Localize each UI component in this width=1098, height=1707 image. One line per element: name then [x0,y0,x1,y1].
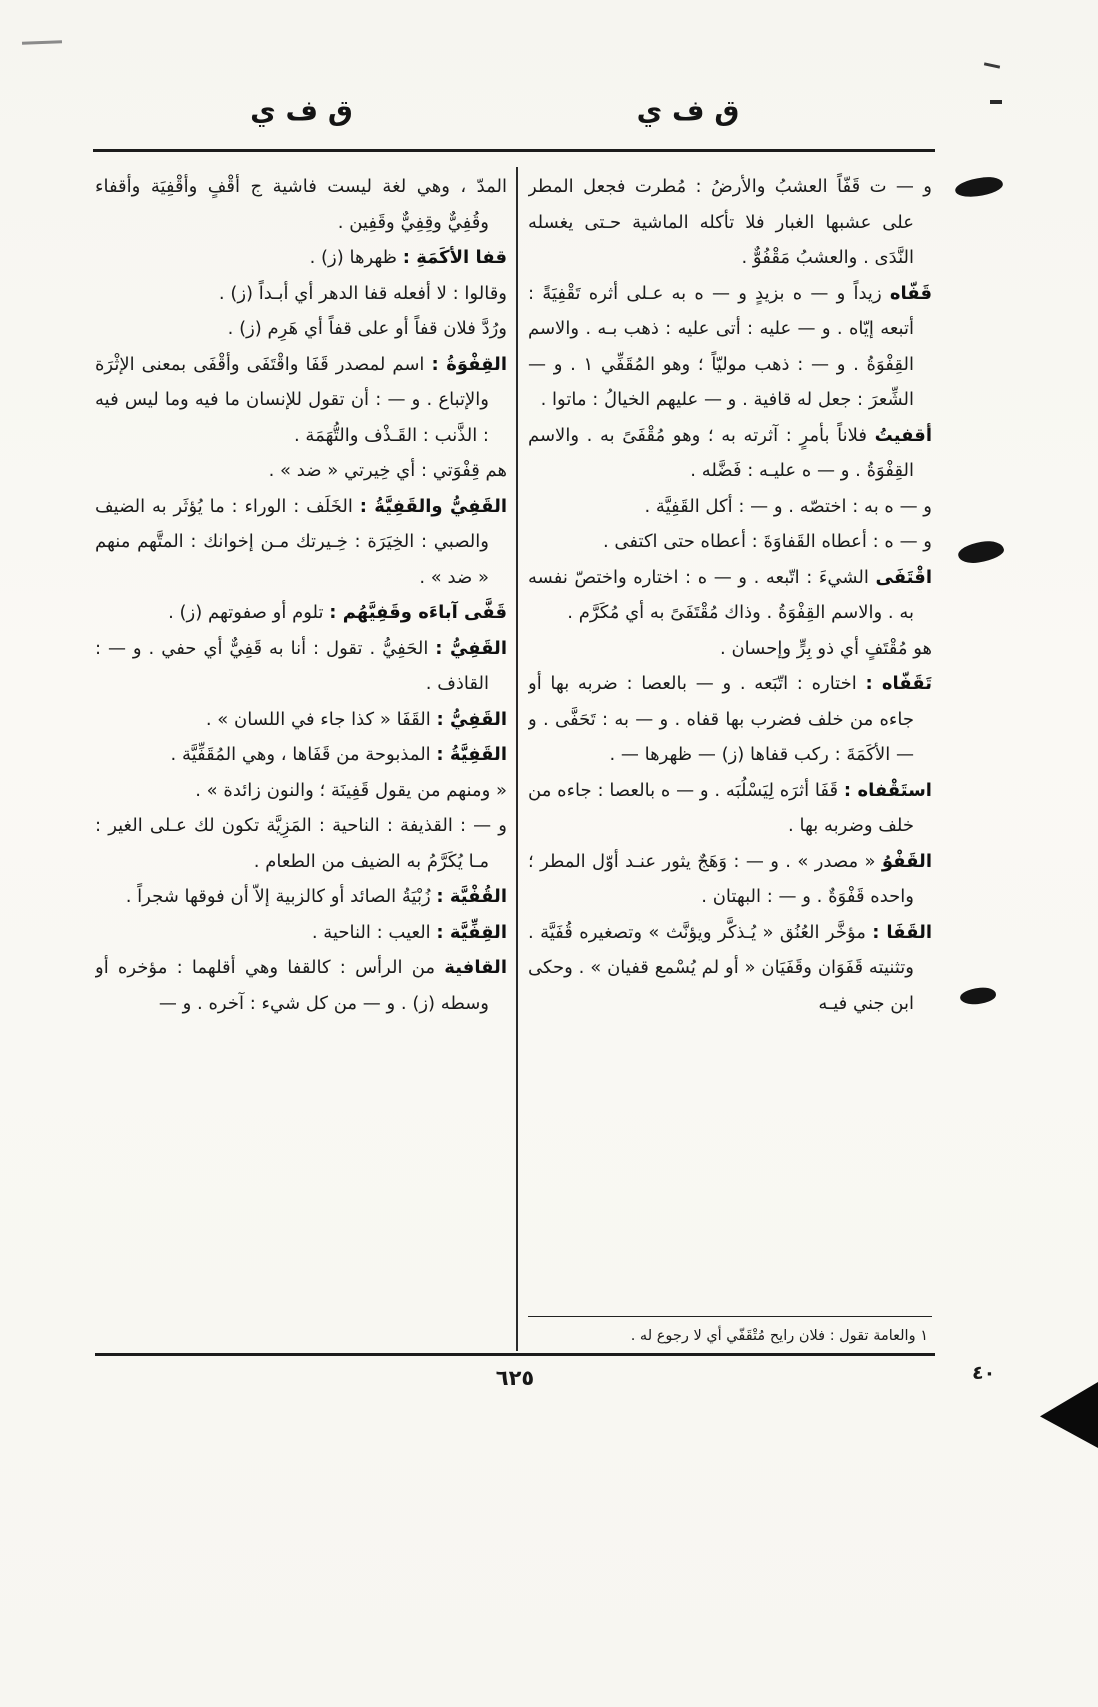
entry-body: وقالوا : لا أفعله قفا الدهر أي أبـداً (ز) . [218,282,507,304]
dictionary-entry [95,595,507,631]
entry-headword: القُفْيَّة : [436,886,507,907]
dictionary-entry [95,276,507,312]
entry-body: اسم لمصدر قَفَا واقْتَفَى وأقْفَى بمعنى الإثْرَة والإتباع . و — : أن تقول للإنسان ما فيه وما ليس فيه : الذَّنب : القَـذْف والتُّهَمَة . [95,353,489,446]
dictionary-entry [95,453,507,489]
entry-headword: أقفيتُ [874,424,932,446]
entry-body: اختاره : اتّبَعه . و — بالعصا : ضربه بها أو جاءه من خلف فضرب بها قفاه . و — به : تَحَفَّى . و — الأكَمَةَ : ركب قفاها (ز) — ظهرها — . [528,673,914,765]
dictionary-entry [95,737,507,773]
dictionary-entry [95,240,507,276]
entry-headword: استَقْفاه : [843,779,932,801]
entry-headword: القَفِيَّةُ : [436,744,507,765]
running-head-right: ق ف ي [636,94,740,127]
dictionary-entry [528,560,932,631]
entry-body: و — : القذيفة : الناحية : المَزِيَّة تكون لك عـلى الغير : مـا يُكَرَّمُ به الضيف من الطعام . [95,815,507,872]
entry-body: المذبوحة من قَفَاها ، وهي المُقَفِّيَّة . [170,744,431,765]
entry-headword: قفا الأكَمَةِ : [402,247,507,268]
entry-body: « مصدر » . و — : وَهَجٌ يثور عنـد أوّل المطر ؛ واحده قَفْوَةٌ . و — : البهتان . [528,850,914,907]
scan-artifact [959,986,996,1006]
page-number: ٦٢٥ [495,1366,535,1390]
dictionary-entry [528,844,932,915]
entry-body: مؤخَّر العُنُق « يُـذكَّر ويؤنَّث » وتصغيره قُفَيَّة . وتثنيته قَفَوَان وقَفَيَان « أو لم يُسْمع قفيان » . وحكى ابن جني فيـه [528,921,914,1014]
entry-body: الحَفِيُّ . تقول : أنا به قَفِيٌّ أي حفي . و — : القاذف . [95,637,489,694]
footnote [528,1316,932,1346]
entry-headword: قَفّاه [889,282,932,304]
dictionary-entry [528,524,932,560]
entry-body: هو مُقْتَفٍ أي ذو بِرٍّ وإحسان . [720,637,932,659]
dictionary-entry [95,631,507,702]
dictionary-entry [95,489,507,596]
dictionary-entry [528,773,932,844]
dictionary-entry [528,631,932,667]
entry-headword: القَفِيُّ : [436,708,507,730]
scan-artifact [957,539,1006,566]
scan-artifact [22,40,62,44]
entry-body: من الرأس : كالقفا وهي أقلهما : مؤخره أو وسطه (ز) . و — من كل شيء : آخره . و — [95,957,489,1014]
dictionary-entry [95,808,507,879]
column-left [95,169,507,1350]
entry-body: قَفَا أثرَه لِيَسْلُبَه . و — ه بالعصا : جاءه من خلف وضربه بها . [528,779,914,836]
dictionary-entry [95,311,507,347]
entry-body: الشيءَ : اتّبعه . و — ه : اختاره واختصّ نفسه به . والاسم القِفْوَةُ . وذاك مُقْتَفَىً به أي مُكَرَّم . [528,566,914,623]
header-rule [93,149,935,152]
entry-body: و — ه : أعطاه القَفاوَةَ : أعطاه حتى اكتفى . [602,531,932,552]
dictionary-entry [95,879,507,915]
entry-body: زيداً و — ه بزيدٍ و — ه به عـلى أثره تَقْفِيَةً : أتبعه إيّاه . و — عليه : أتى عليه : ذهب بـه . والاسم القِفْوَةُ . و — : ذهب موليّاً ؛ وهو المُقَفِّي ١ . و — الشِّعرَ : جعل له قافية . و — عليهم الخيالُ : ماتوا . [528,282,914,410]
entry-body: فلاناً بأمرٍ : آثرته به ؛ وهو مُقْفَىً به . والاسم القِفْوَةُ . و — ه عليـه : فَضَّله . [528,424,914,481]
dictionary-entry [528,489,932,525]
dictionary-entry [95,169,507,240]
dictionary-entry [95,915,507,951]
entry-body: ورُدَّ فلان قفاً أو على قفاً أي هَرِم (ز) . [227,318,507,339]
footer-rule [95,1353,935,1356]
entry-headword: القافية [444,957,507,978]
dictionary-entry [528,418,932,489]
entry-headword: القِفِّيَّة : [436,921,507,943]
entry-body: « ومنهم من يقول قَفِينَة ؛ والنون زائدة » . [195,779,507,801]
entry-body: الخَلَف : الوراء : ما يُؤثَر به الضيف والصبي : الخِيَرَة : خِـيرتك مـن إخوانك : المتَّهم منهم « ضد » . [95,495,489,588]
entry-headword: قَفَّى آباءَه وقَفِيَّهُم : [329,602,507,623]
dictionary-entry [95,950,507,1021]
entry-headword: القَفَا : [872,921,932,943]
column-divider [516,167,518,1351]
dictionary-entry [528,666,932,773]
corner-number: ٤٠ [972,1362,996,1384]
entry-headword: القَفْوُ [881,850,932,872]
dictionary-entry [95,347,507,454]
entry-body: القَفَا « كذا جاء في اللسان » . [205,708,431,730]
entry-body: تلوم أو صفوتهم (ز) . [168,602,324,623]
dictionary-entry [95,773,507,809]
dictionary-entry [528,169,932,276]
entry-body: و — ت قَفّاً العشبُ والأرضُ : مُطرت فجعل المطر على عشبها الغبار فلا تأكله الماشية حـتى يغسله النَّدَى . والعشبُ مَقْفُوٌّ . [528,176,932,268]
dictionary-entry [95,702,507,738]
entry-headword: تَقَفّاه : [865,673,932,694]
dictionary-entry [528,915,932,1022]
scan-artifact [990,100,1002,104]
entry-headword: اقْتَفَى [875,566,932,588]
footnote-text: ١ والعامة تقول : فلان رايح مُتْقَفّي أي لا رجوع له . [630,1328,928,1344]
entry-headword: القَفِيُّ : [435,637,507,659]
entry-body: المدّ ، وهي لغة ليست فاشية ج أقْفٍ وأقْفِيَة وأقفاء وقُفِيٌّ وقِفِيٌّ وقَفِين . [95,176,507,233]
entry-body: العيب : الناحية . [311,921,431,943]
column-right [528,169,932,1350]
entry-body: و — ه به : اختصّه . و — : أكل القَفِيَّة . [644,495,932,517]
entry-body: زُبْيَةُ الصائد أو كالزبية إلاّ أن فوقها شجراً . [125,886,431,907]
entry-body: هم قِفْوَتي : أي خِيرتي « ضد » . [268,460,507,481]
scan-artifact [954,175,1004,199]
dictionary-entry [528,276,932,418]
entry-headword: القِفْوَةُ : [431,353,507,375]
entry-body: ظهرها (ز) . [309,247,397,268]
entry-headword: القَفِيُّ والقَفِيَّةُ : [359,495,507,517]
running-head-left: ق ف ي [250,94,353,127]
scan-artifact [1040,1382,1098,1448]
scan-artifact [984,62,1000,68]
